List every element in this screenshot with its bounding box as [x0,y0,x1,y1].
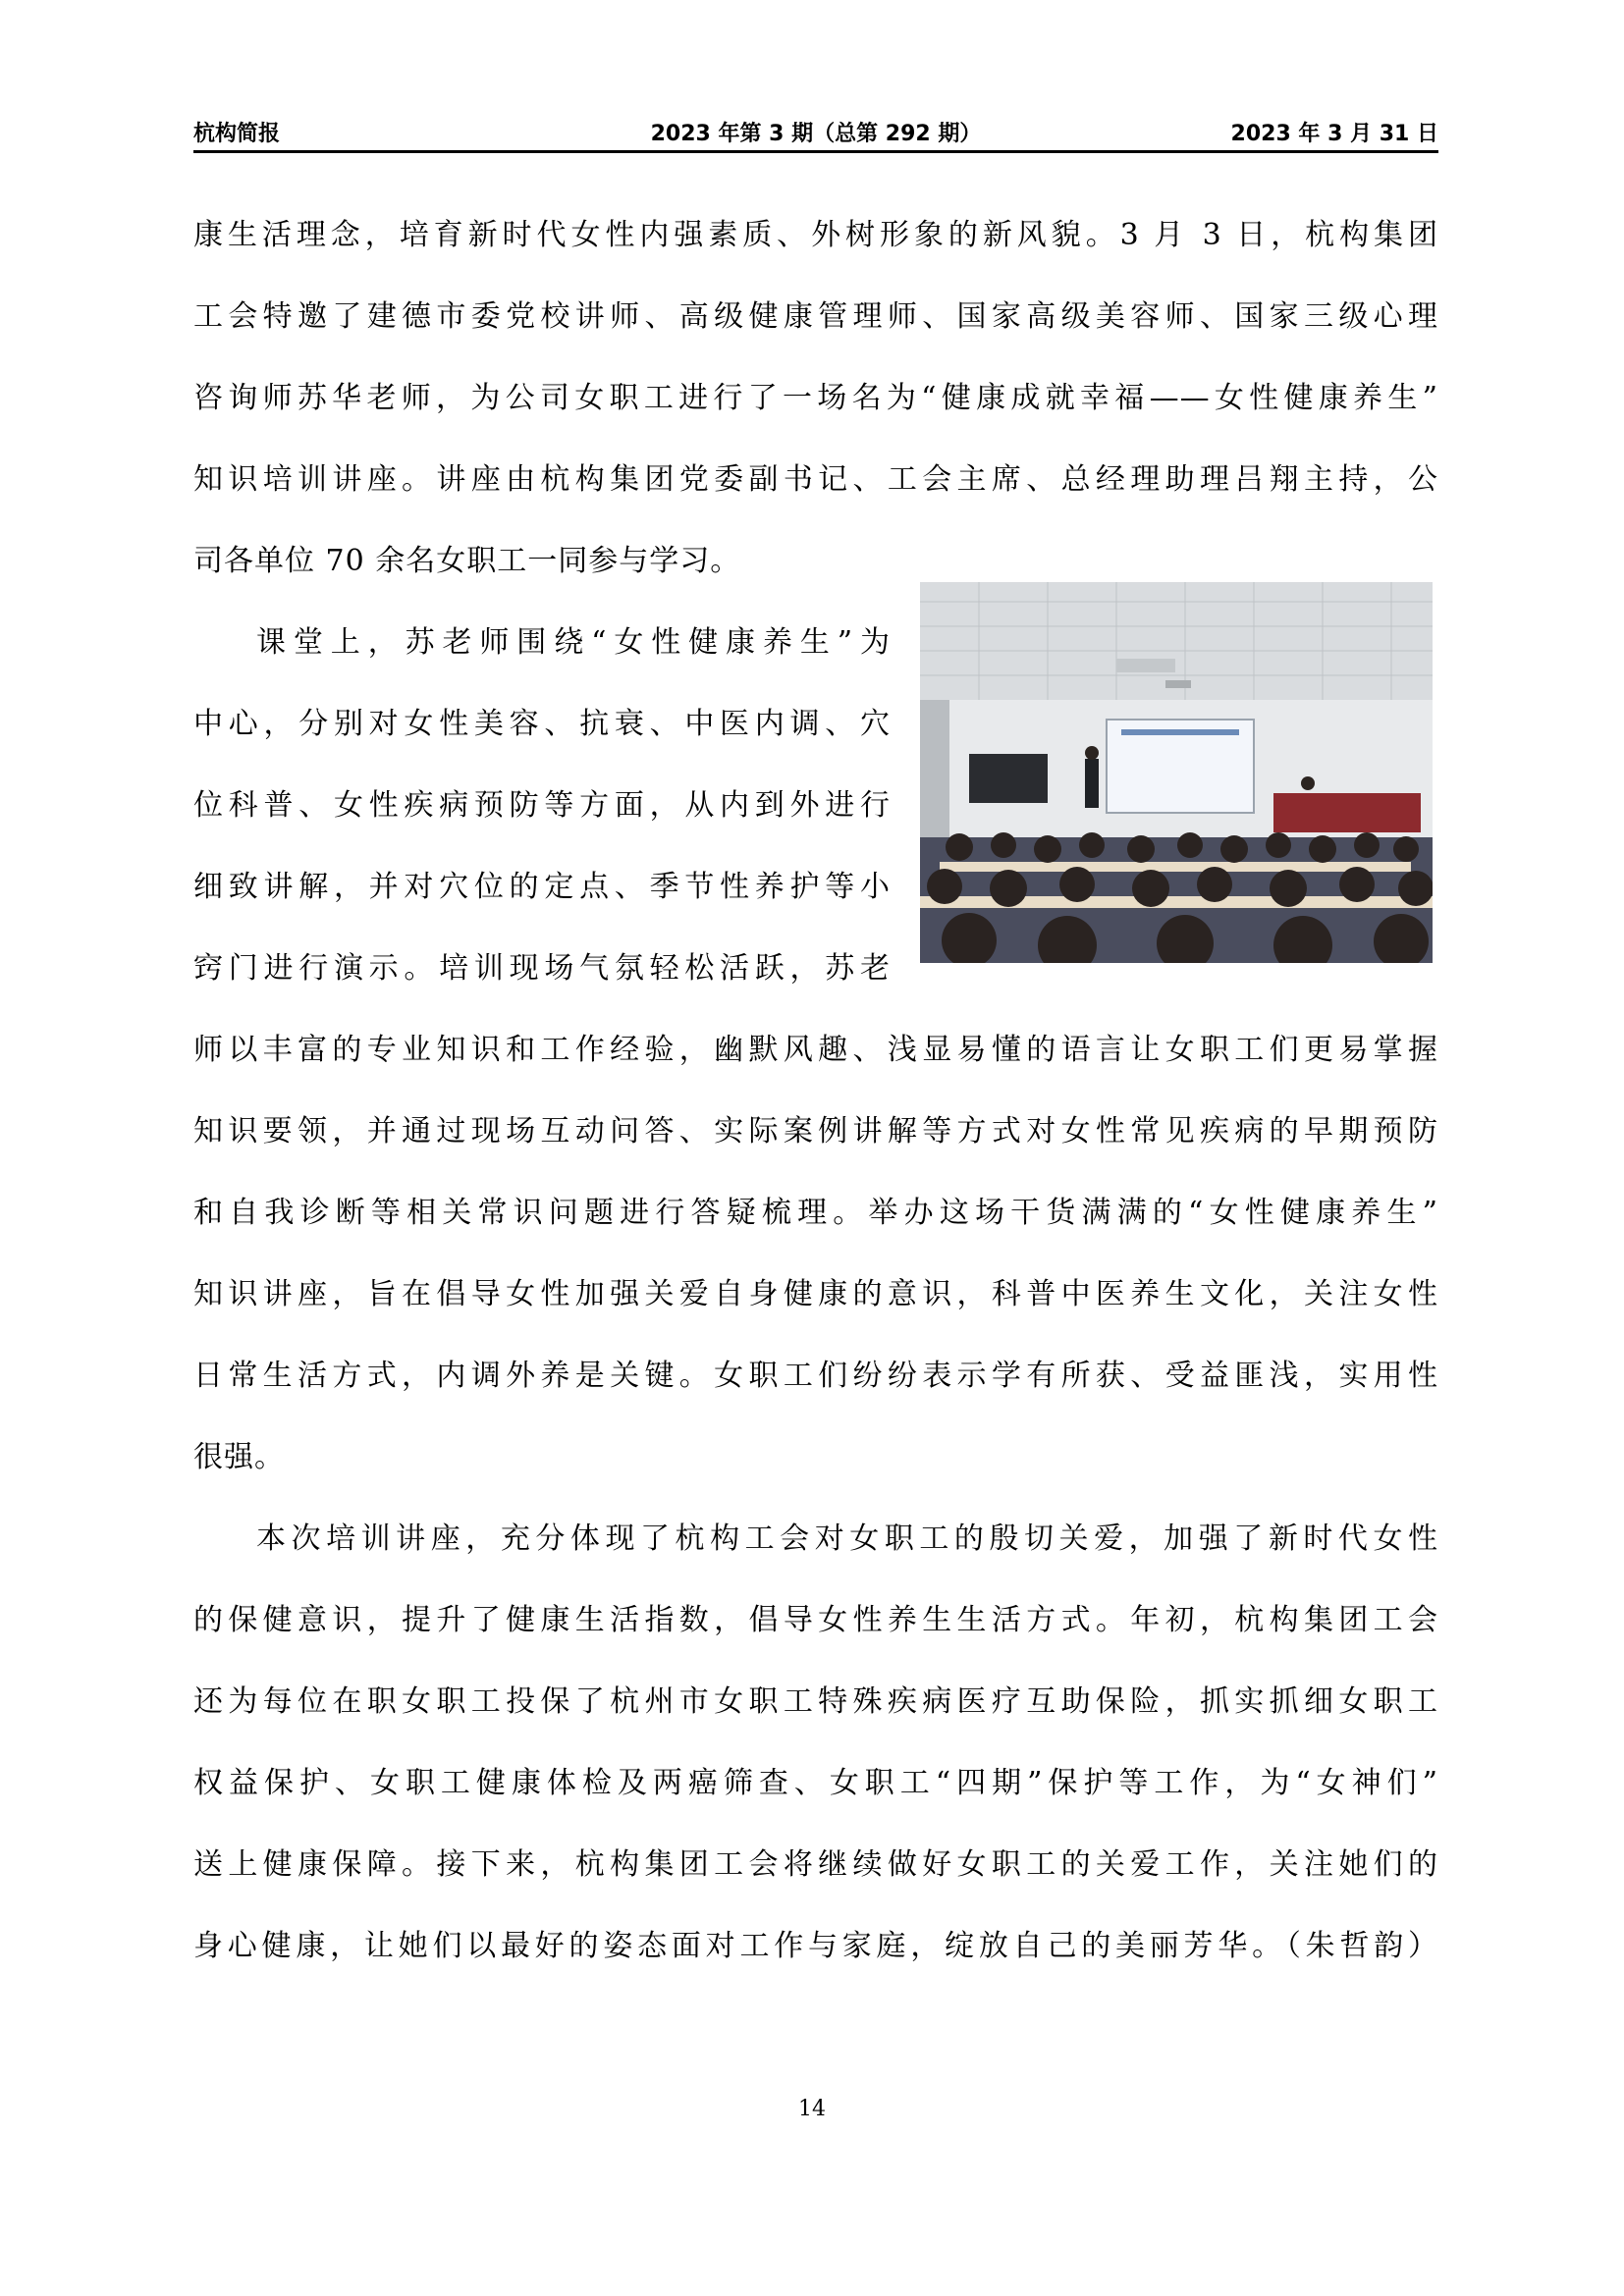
text-line: 和自我诊断等相关常识问题进行答疑梳理。举办这场干货满满的“女性健康养生” [193,1196,1438,1230]
text-line: 知识要领，并通过现场互动问答、实际案例讲解等方式对女性常见疾病的早期预防 [193,1114,1438,1148]
text-line: 咨询师苏华老师，为公司女职工进行了一场名为“健康成就幸福——女性健康养生” [193,381,1438,415]
text-line: 本次培训讲座，充分体现了杭构工会对女职工的殷切关爱，加强了新时代女性 [256,1522,1438,1556]
text-line: 师以丰富的专业知识和工作经验，幽默风趣、浅显易懂的语言让女职工们更易掌握 [193,1033,1438,1067]
text-line: 的保健意识，提升了健康生活指数，倡导女性养生生活方式。年初，杭构集团工会 [193,1603,1438,1637]
text-line: 中心，分别对女性美容、抗衰、中医内调、穴 [193,707,891,741]
page-number: 14 [798,2097,826,2121]
text-line: 知识培训讲座。讲座由杭构集团党委副书记、工会主席、总经理助理吕翔主持，公 [193,462,1438,497]
text-line: 司各单位 70 余名女职工一同参与学习。 [193,544,741,578]
text-line: 日常生活方式，内调外养是关键。女职工们纷纷表示学有所获、受益匪浅，实用性 [193,1359,1438,1393]
publication-name: 杭构简报 [193,122,281,146]
text-line: 身心健康，让她们以最好的姿态面对工作与家庭，绽放自己的美丽芳华。（朱哲韵） [193,1929,1438,1963]
text-line: 窍门进行演示。培训现场气氛轻松活跃，苏老 [193,951,891,986]
text-line: 位科普、女性疾病预防等方面，从内到外进行 [193,788,891,823]
text-line: 工会特邀了建德市委党校讲师、高级健康管理师、国家高级美容师、国家三级心理 [193,299,1438,334]
issue-number: 2023 年第 3 期（总第 292 期） [650,122,982,146]
publication-date: 2023 年 3 月 31 日 [1230,122,1438,146]
text-line: 权益保护、女职工健康体检及两癌筛查、女职工“四期”保护等工作，为“女神们” [193,1766,1438,1800]
text-line: 康生活理念，培育新时代女性内强素质、外树形象的新风貌。3 月 3 日，杭构集团 [193,218,1438,252]
text-line: 还为每位在职女职工投保了杭州市女职工特殊疾病医疗互助保险，抓实抓细女职工 [193,1684,1438,1719]
text-line: 知识讲座，旨在倡导女性加强关爱自身健康的意识，科普中医养生文化，关注女性 [193,1277,1438,1311]
text-line: 很强。 [193,1440,285,1474]
page-header [193,111,1438,153]
text-line: 送上健康保障。接下来，杭构集团工会将继续做好女职工的关爱工作，关注她们的 [193,1847,1438,1882]
text-line: 课堂上，苏老师围绕“女性健康养生”为 [256,625,891,660]
text-line: 细致讲解，并对穴位的定点、季节性养护等小 [193,870,891,904]
lecture-room-photo [920,582,1433,963]
